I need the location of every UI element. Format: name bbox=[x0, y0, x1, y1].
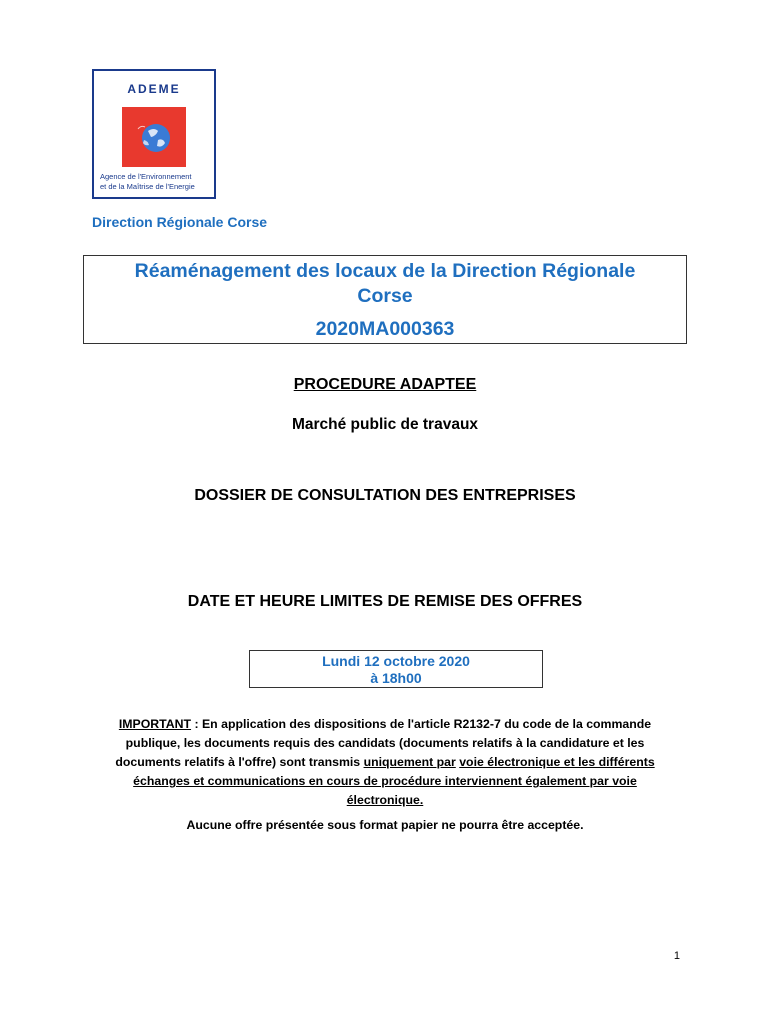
document-title: Réaménagement des locaux de la Direction Régionale Corse bbox=[134, 260, 636, 307]
deadline-box bbox=[249, 650, 543, 688]
paper-notice: Aucune offre présentée sous format papier ne pourra être acceptée. bbox=[186, 818, 584, 832]
important-text-b: uniquement par bbox=[363, 755, 456, 769]
ademe-logo bbox=[92, 69, 216, 199]
reference-number: 2020MA000363 bbox=[315, 318, 455, 340]
dossier-heading: DOSSIER DE CONSULTATION DES ENTREPRISES bbox=[194, 487, 576, 504]
important-notice bbox=[110, 715, 660, 810]
important-text-a: : En application des dispositions de l'article R2132-7 du code de la commande publique, les documents requis des candidats (documents relatifs à la candidature et les documents relatifs à l'offre) sont transmis bbox=[115, 717, 652, 769]
logo-square bbox=[122, 107, 186, 167]
market-type: Marché public de travaux bbox=[291, 416, 479, 433]
deadline-heading: DATE ET HEURE LIMITES DE REMISE DES OFFRES bbox=[187, 593, 583, 610]
region-label: Direction Régionale Corse bbox=[92, 214, 268, 230]
deadline-time: à 18h00 bbox=[370, 670, 422, 686]
title-box bbox=[83, 255, 687, 344]
deadline-date: Lundi 12 octobre 2020 bbox=[322, 653, 470, 669]
logo-tagline-line2: et de la Maîtrise de l'Energie bbox=[100, 182, 195, 191]
logo-tagline bbox=[100, 172, 210, 192]
page-number: 1 bbox=[673, 950, 680, 962]
logo-name: ADEME bbox=[127, 82, 181, 96]
important-text-d: voie électronique et les différents échanges et communications en cours de procédure interviennent également par voie électronique. bbox=[133, 755, 655, 807]
globe-icon bbox=[122, 107, 186, 167]
important-label: IMPORTANT bbox=[118, 717, 192, 731]
logo-tagline-line1: Agence de l'Environnement bbox=[100, 172, 192, 181]
procedure-label: PROCEDURE ADAPTEE bbox=[293, 376, 477, 393]
